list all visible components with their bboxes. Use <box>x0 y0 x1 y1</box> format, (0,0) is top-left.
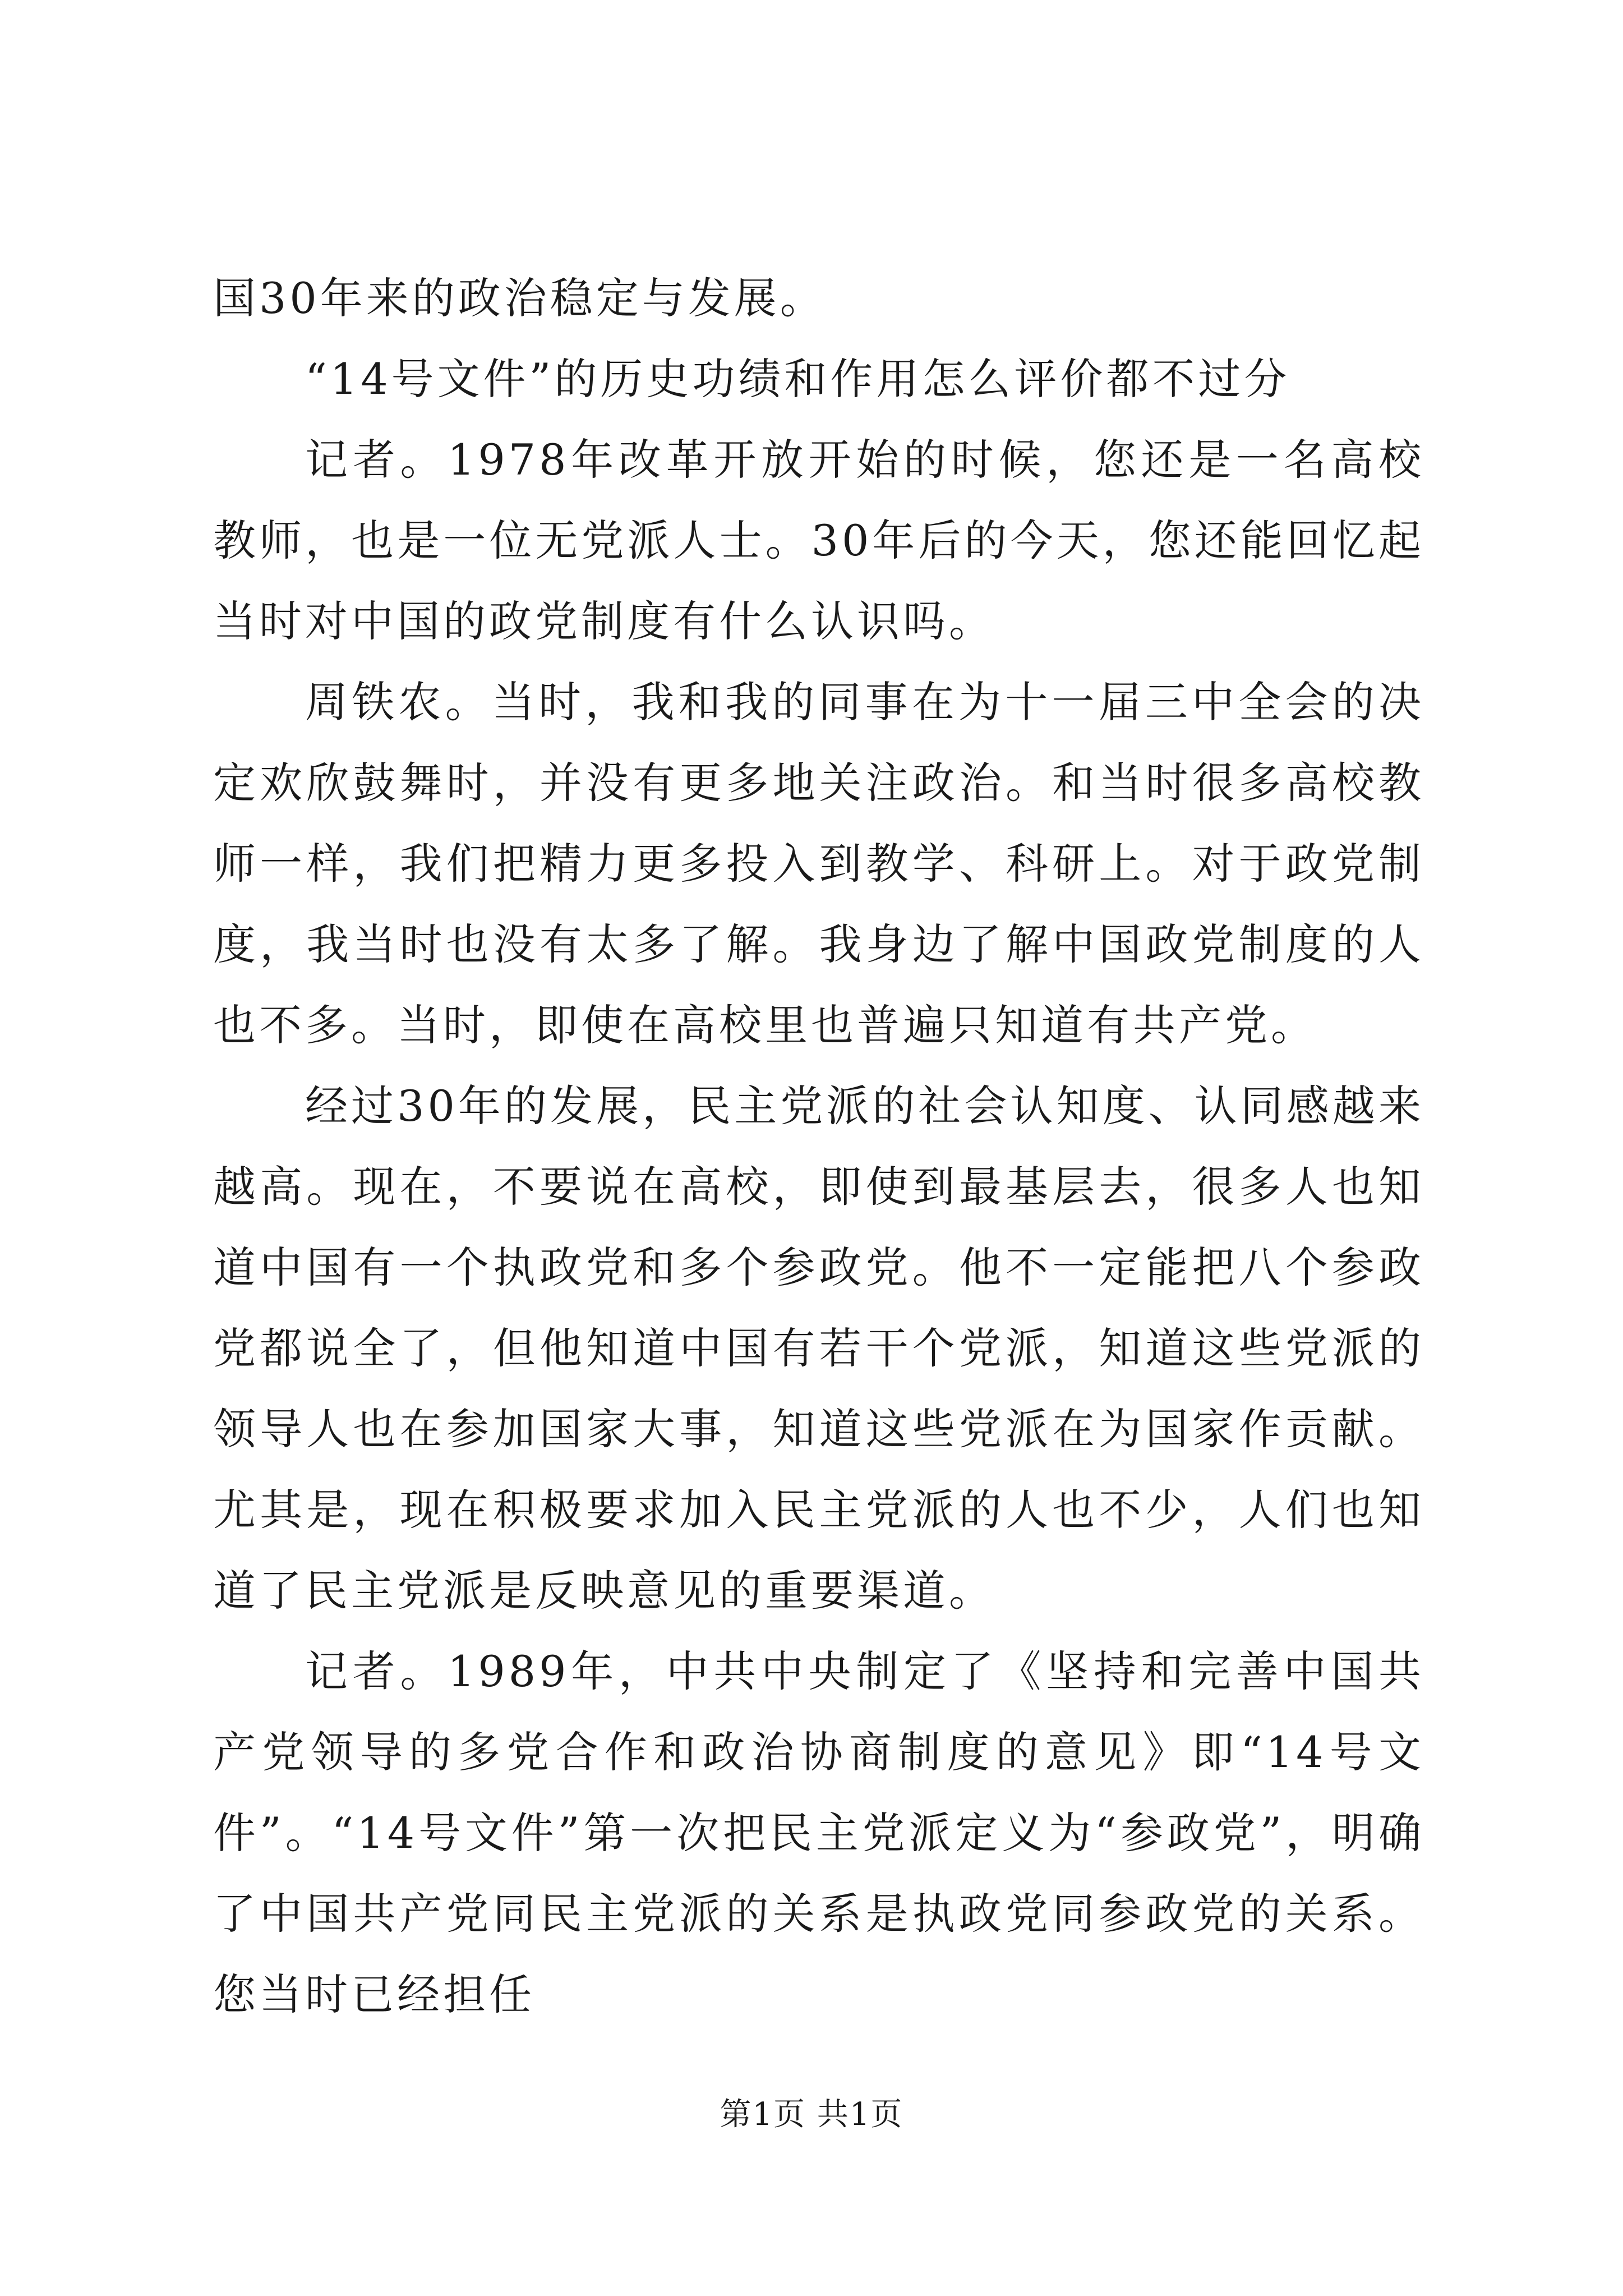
page-footer: 第1页 共1页 <box>720 2096 903 2133</box>
paragraph: 国30年来的政治稳定与发展。 <box>213 273 826 323</box>
paragraph: 记者。1978年改革开放开始的时候，您还是一名高校教师，也是一位无党派人士。30年后的今天，您还能回忆起当时对中国的政党制度有什么认识吗。 <box>213 435 1424 646</box>
paragraph: 周铁农。当时，我和我的同事在为十一届三中全会的决定欢欣鼓舞时，并没有更多地关注政治。和当时很多高校教师一样，我们把精力更多投入到教学、科研上。对于政党制度，我当时也没有太多了解。我身边了解中国政党制度的人也不多。当时，即使在高校里也普遍只知道有共产党。 <box>213 677 1424 1050</box>
paragraph: 经过30年的发展，民主党派的社会认知度、认同感越来越高。现在，不要说在高校，即使到最基层去，很多人也知道中国有一个执政党和多个参政党。他不一定能把八个参政党都说全了，但他知道中国有若干个党派，知道这些党派的领导人也在参加国家大事，知道这些党派在为国家作贡献。尤其是，现在积极要求加入民主党派的人也不少，人们也知道了民主党派是反映意见的重要渠道。 <box>213 1081 1424 1616</box>
section-heading: “14号文件”的历史功绩和作用怎么评价都不过分 <box>305 354 1290 404</box>
document-body <box>213 258 1424 2035</box>
paragraph: 记者。1989年，中共中央制定了《坚持和完善中国共产党领导的多党合作和政治协商制度的意见》即“14号文件”。“14号文件”第一次把民主党派定义为“参政党”，明确了中国共产党同民主党派的关系是执政党同参政党的关系。您当时已经担任 <box>213 1646 1424 2019</box>
